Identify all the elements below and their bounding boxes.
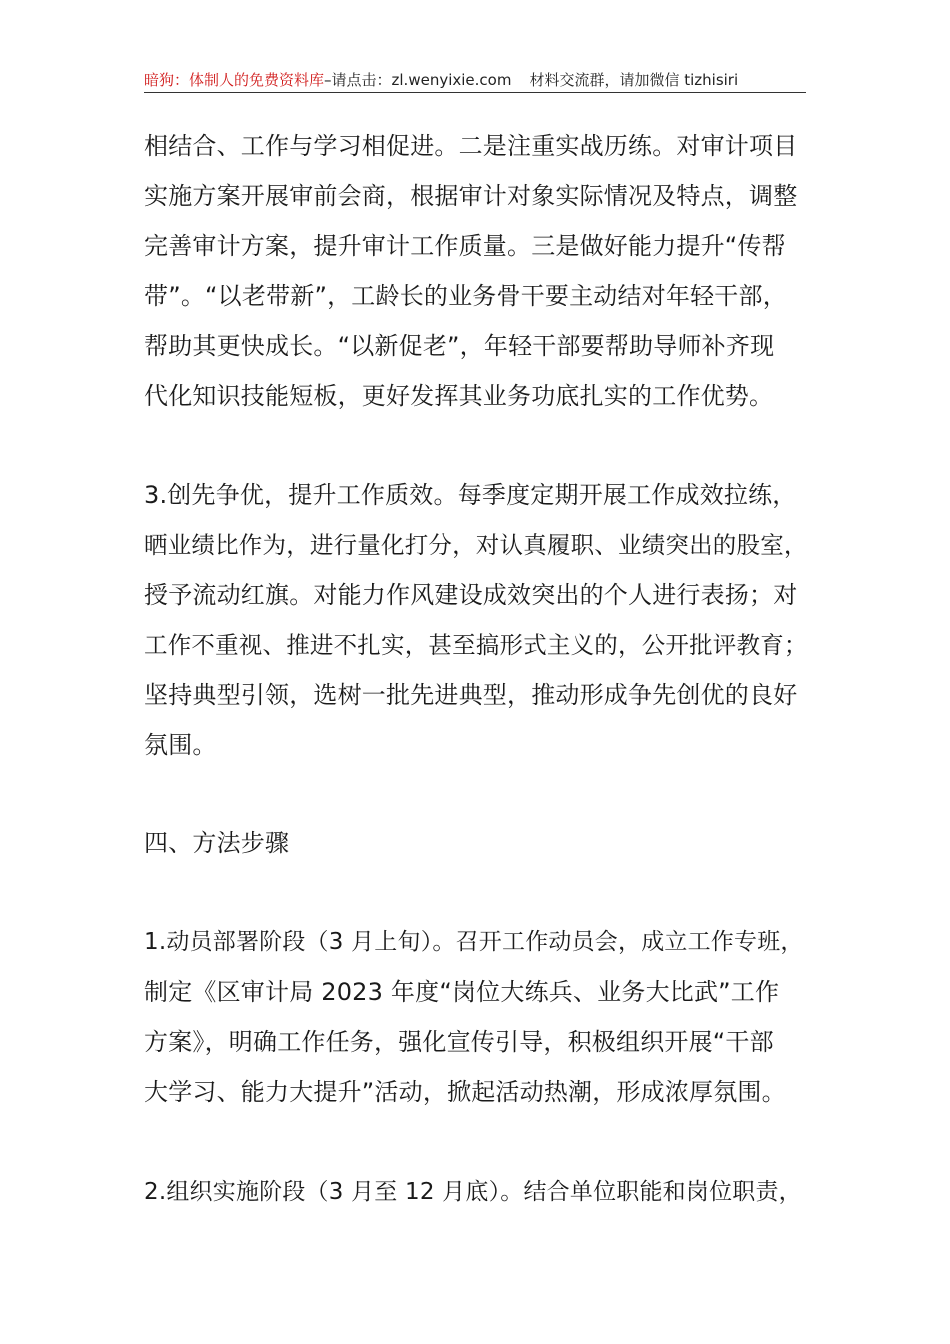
body-line: 1.动员部署阶段（3 月上旬）。召开工作动员会，成立工作专班， (144, 929, 804, 955)
body-line: 2.组织实施阶段（3 月至 12 月底）。结合单位职能和岗位职责， (144, 1179, 802, 1205)
body-line: 工作不重视、推进不扎实，甚至搞形式主义的，公开批评教育； (144, 631, 808, 659)
body-line: 氛围。 (144, 731, 217, 759)
body-line: 带”。“以老带新”，工龄长的业务骨干要主动结对年轻干部， (144, 282, 787, 310)
body-line: 相结合、工作与学习相促进。二是注重实战历练。对审计项目 (144, 132, 798, 160)
body-line: 坚持典型引领，选树一批先进典型，推动形成争先创优的良好 (144, 681, 798, 709)
body-line: 大学习、能力大提升”活动，掀起活动热潮，形成浓厚氛围。 (144, 1078, 786, 1106)
body-line: 授予流动红旗。对能力作风建设成效突出的个人进行表扬；对 (144, 581, 798, 609)
body-line: 3.创先争优，提升工作质效。每季度定期开展工作成效拉练， (144, 481, 797, 509)
body-line: 方案》，明确工作任务，强化宣传引导，积极组织开展“干部 (144, 1028, 774, 1056)
page-header (144, 68, 806, 93)
header-group-text: 材料交流群，请加微信 tizhisiri (529, 71, 739, 89)
body-line: 完善审计方案，提升审计工作质量。三是做好能力提升“传帮 (144, 232, 786, 260)
header-link-text[interactable]: –请点击：zl.wenyixie.com (324, 71, 512, 89)
body-line: 制定《区审计局 2023 年度“岗位大练兵、业务大比武”工作 (144, 978, 780, 1006)
body-line: 代化知识技能短板，更好发挥其业务功底扎实的工作优势。 (144, 382, 774, 410)
body-line: 帮助其更快成长。“以新促老”，年轻干部要帮助导师补齐现 (144, 332, 775, 360)
section-heading: 四、方法步骤 (144, 829, 290, 857)
body-line: 晒业绩比作为，进行量化打分，对认真履职、业绩突出的股室， (144, 531, 808, 559)
header-brand-text: 暗狗：体制人的免费资料库 (144, 71, 325, 89)
body-line: 实施方案开展审前会商，根据审计对象实际情况及特点，调整 (144, 182, 798, 210)
